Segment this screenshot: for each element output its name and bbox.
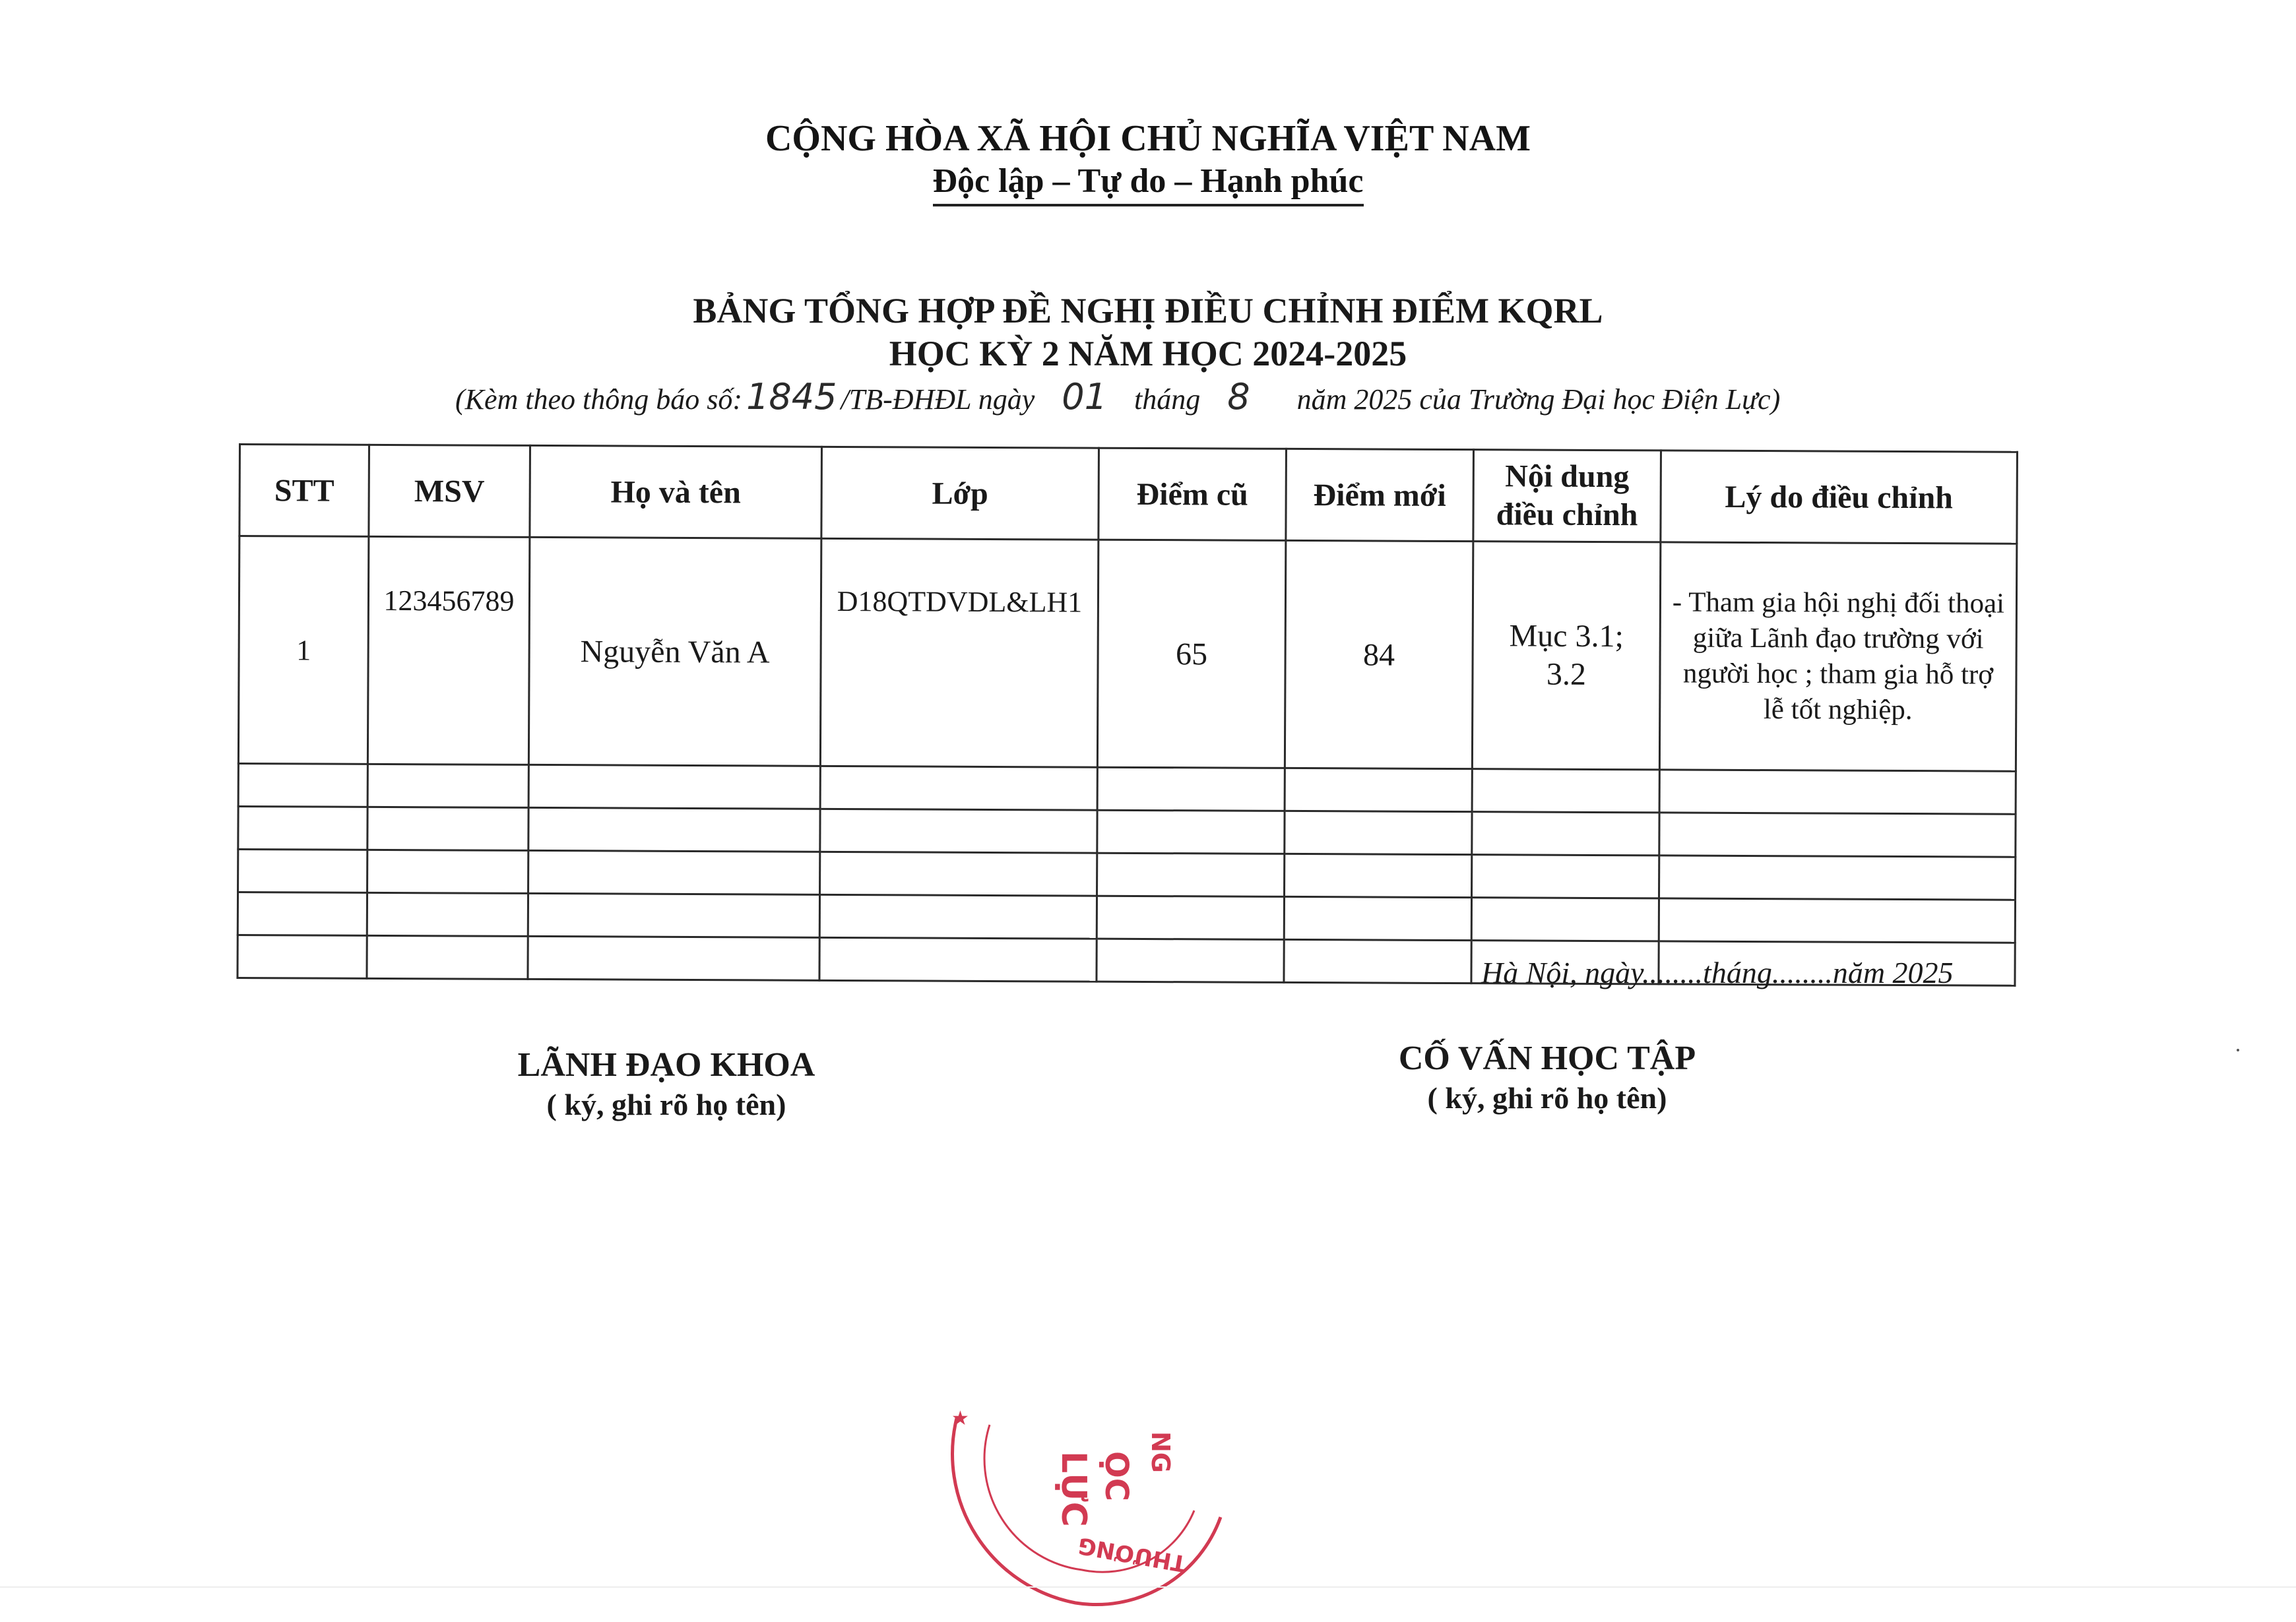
signature-right-title: CỐ VẤN HỌC TẬP bbox=[1398, 1040, 1696, 1077]
motto bbox=[0, 162, 2296, 201]
header-new-score: Điểm mới bbox=[1286, 449, 1474, 541]
motto-text: Độc lập – Tự do – Hạnh phúc bbox=[933, 162, 1364, 206]
cell-stt: 1 bbox=[238, 536, 369, 764]
scan-edge-line bbox=[0, 1586, 2296, 1588]
place-date: Hà Nội, ngày........tháng........năm 2025 bbox=[1481, 956, 1954, 989]
ref-mid: /TB-ĐHĐL ngày bbox=[841, 383, 1035, 416]
header-msv: MSV bbox=[369, 445, 530, 537]
header-content bbox=[1473, 450, 1661, 542]
cell-content: Mục 3.1; 3.2 bbox=[1472, 542, 1661, 770]
table-header-row bbox=[239, 445, 2018, 544]
cell-class: D18QTDVDL&LH1 bbox=[820, 538, 1099, 767]
table-row-empty bbox=[238, 764, 2016, 815]
cell-new-score: 84 bbox=[1285, 540, 1473, 768]
ref-prefix: (Kèm theo thông báo số: bbox=[455, 383, 743, 416]
cell-name: Nguyễn Văn A bbox=[528, 537, 821, 766]
document-title: BẢNG TỔNG HỢP ĐỀ NGHỊ ĐIỀU CHỈNH ĐIỂM KQRL bbox=[693, 291, 1603, 330]
stamp-text-oc: ỌC bbox=[1098, 1451, 1135, 1502]
cell-reason: - Tham gia hội nghị đối thoại giữa Lãnh đạo trường với người học ; tham gia hỗ trợ lễ tốt nghiệp. bbox=[1659, 542, 2017, 771]
table-row bbox=[238, 536, 2016, 772]
ref-month-label: tháng bbox=[1133, 383, 1201, 416]
header-old-score: Điểm cũ bbox=[1099, 448, 1287, 540]
table-row-empty bbox=[238, 892, 2015, 943]
document-subtitle: HỌC KỲ 2 NĂM HỌC 2024-2025 bbox=[889, 334, 1407, 373]
header-reason: Lý do điều chỉnh bbox=[1661, 451, 2018, 544]
header-name: Họ và tên bbox=[530, 445, 822, 538]
table-row-empty bbox=[238, 850, 2016, 900]
header-content-line1: Nội dung bbox=[1505, 458, 1630, 495]
stamp-text-ng: NG bbox=[1146, 1431, 1175, 1473]
adjustment-table bbox=[236, 443, 2018, 987]
ref-suffix: năm 2025 của Trường Đại học Điện Lực) bbox=[1296, 383, 1781, 416]
table-row-empty bbox=[238, 807, 2016, 858]
signature-left-title: LÃNH ĐẠO KHOA bbox=[517, 1046, 815, 1084]
nation-heading: CỘNG HÒA XÃ HỘI CHỦ NGHĨA VIỆT NAM bbox=[765, 118, 1531, 159]
official-stamp bbox=[937, 1405, 1240, 1616]
cell-msv: 123456789 bbox=[367, 536, 530, 764]
stamp-star-icon: ★ bbox=[951, 1407, 969, 1430]
adjustment-table-wrapper bbox=[239, 443, 2018, 979]
header-class: Lớp bbox=[821, 447, 1099, 540]
ref-day-handwritten: 01 bbox=[1062, 376, 1107, 418]
stamp-text-luc: LỰC bbox=[1054, 1451, 1093, 1527]
scan-speck bbox=[2237, 1049, 2239, 1051]
ref-number-handwritten: 1845 bbox=[746, 376, 837, 418]
cell-old-score: 65 bbox=[1097, 540, 1286, 768]
reference-line bbox=[455, 376, 1780, 418]
header-content-line2: điều chỉnh bbox=[1496, 497, 1638, 533]
ref-month-handwritten: 8 bbox=[1227, 376, 1250, 418]
signature-left-note: ( ký, ghi rõ họ tên) bbox=[546, 1088, 786, 1121]
signature-right-note: ( ký, ghi rõ họ tên) bbox=[1427, 1081, 1667, 1115]
stamp-text-ring: THƯƠNG bbox=[1076, 1532, 1189, 1577]
header-stt: STT bbox=[239, 445, 369, 537]
